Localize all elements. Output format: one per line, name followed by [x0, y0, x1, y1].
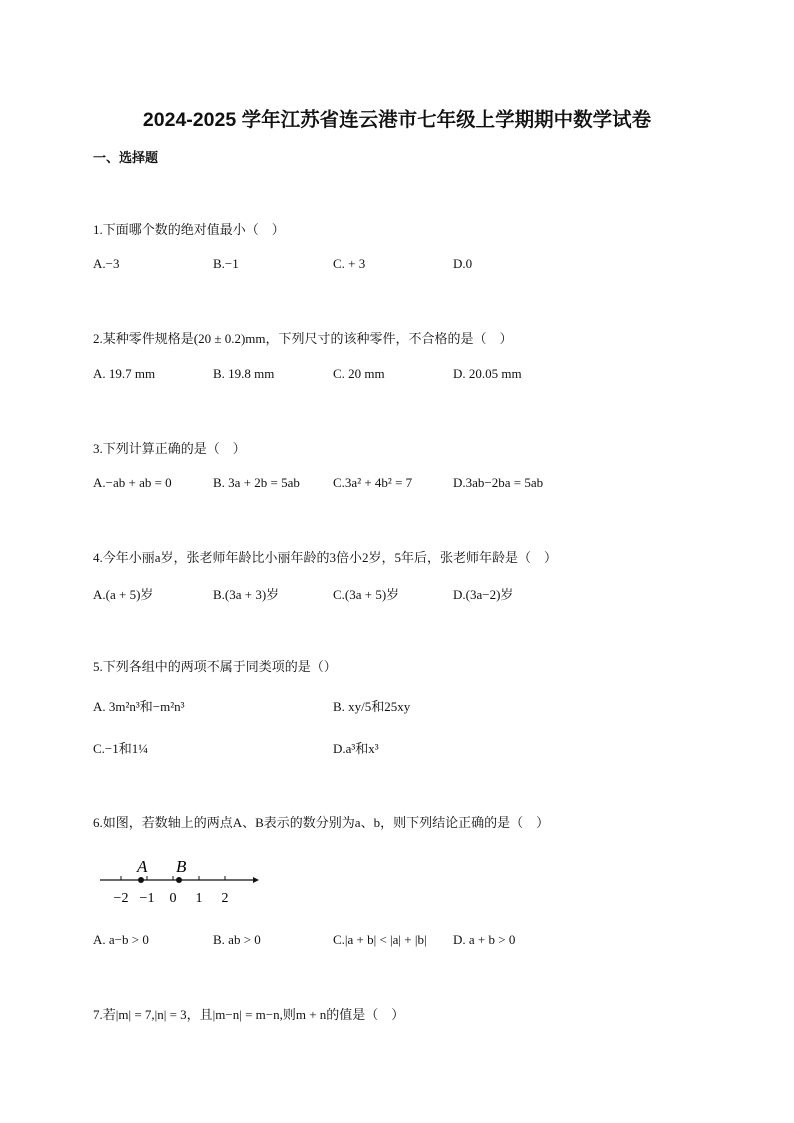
tick-label: 1 [195, 891, 203, 906]
q3-option-a: A.−ab + ab = 0 [93, 475, 172, 490]
q5-option-a: A. 3m²n³和−m²n³ [93, 699, 185, 714]
point-b [176, 877, 182, 883]
q3-option-d: D.3ab−2ba = 5ab [453, 475, 544, 490]
question-7-stem: 7.若|m| = 7,|n| = 3，且|m−n| = m−n,则m + n的值是（ ） [93, 1007, 405, 1022]
question-4-stem: 4.今年小丽a岁，张老师年龄比小丽年龄的3倍小2岁，5年后，张老师年龄是（ ） [93, 550, 558, 565]
q5-option-d: D.a³和x³ [333, 741, 379, 756]
question-5-stem: 5.下列各组中的两项不属于同类项的是（） [93, 659, 337, 674]
q6-option-c: C.|a + b| < |a| + |b| [333, 932, 427, 947]
page-title: 2024-2025 学年江苏省连云港市七年级上学期期中数学试卷 [142, 109, 652, 131]
point-b-label: B [176, 857, 187, 876]
q2-option-d: D. 20.05 mm [453, 366, 522, 381]
q5-option-c: C.−1和1¼ [93, 741, 149, 756]
q4-option-a: A.(a + 5)岁 [93, 587, 154, 602]
q2-option-c: C. 20 mm [333, 366, 385, 381]
q1-option-a: A.−3 [93, 256, 120, 271]
q4-option-d: D.(3a−2)岁 [453, 587, 514, 602]
tick-label: −2 [113, 891, 129, 906]
q2-option-b: B. 19.8 mm [213, 366, 275, 381]
q1-option-c: C. + 3 [333, 256, 366, 271]
number-line-figure [95, 852, 265, 912]
tick-label: 0 [169, 891, 177, 906]
q6-option-a: A. a−b > 0 [93, 932, 149, 947]
q6-option-b: B. ab > 0 [213, 932, 261, 947]
question-3-stem: 3.下列计算正确的是（ ） [93, 441, 246, 456]
q3-option-b: B. 3a + 2b = 5ab [213, 475, 300, 490]
question-2-stem: 2.某种零件规格是(20 ± 0.2)mm，下列尺寸的该种零件，不合格的是（ ） [93, 331, 513, 346]
q1-option-d: D.0 [453, 256, 473, 271]
q1-option-b: B.−1 [213, 256, 239, 271]
question-1-stem: 1.下面哪个数的绝对值最小（ ） [93, 222, 285, 237]
q5-option-b: B. xy/5和25xy [333, 699, 411, 714]
q4-option-b: B.(3a + 3)岁 [213, 587, 280, 602]
point-a [138, 877, 144, 883]
point-a-label: A [137, 857, 148, 876]
q6-option-d: D. a + b > 0 [453, 932, 516, 947]
tick-label: 2 [221, 891, 229, 906]
q2-option-a: A. 19.7 mm [93, 366, 156, 381]
q4-option-c: C.(3a + 5)岁 [333, 587, 400, 602]
section-heading: 一、选择题 [93, 150, 159, 165]
arrow-icon [253, 877, 259, 883]
q3-option-c: C.3a² + 4b² = 7 [333, 475, 413, 490]
tick-label: −1 [139, 891, 155, 906]
question-6-stem: 6.如图，若数轴上的两点A、B表示的数分别为a、b，则下列结论正确的是（ ） [93, 815, 550, 830]
